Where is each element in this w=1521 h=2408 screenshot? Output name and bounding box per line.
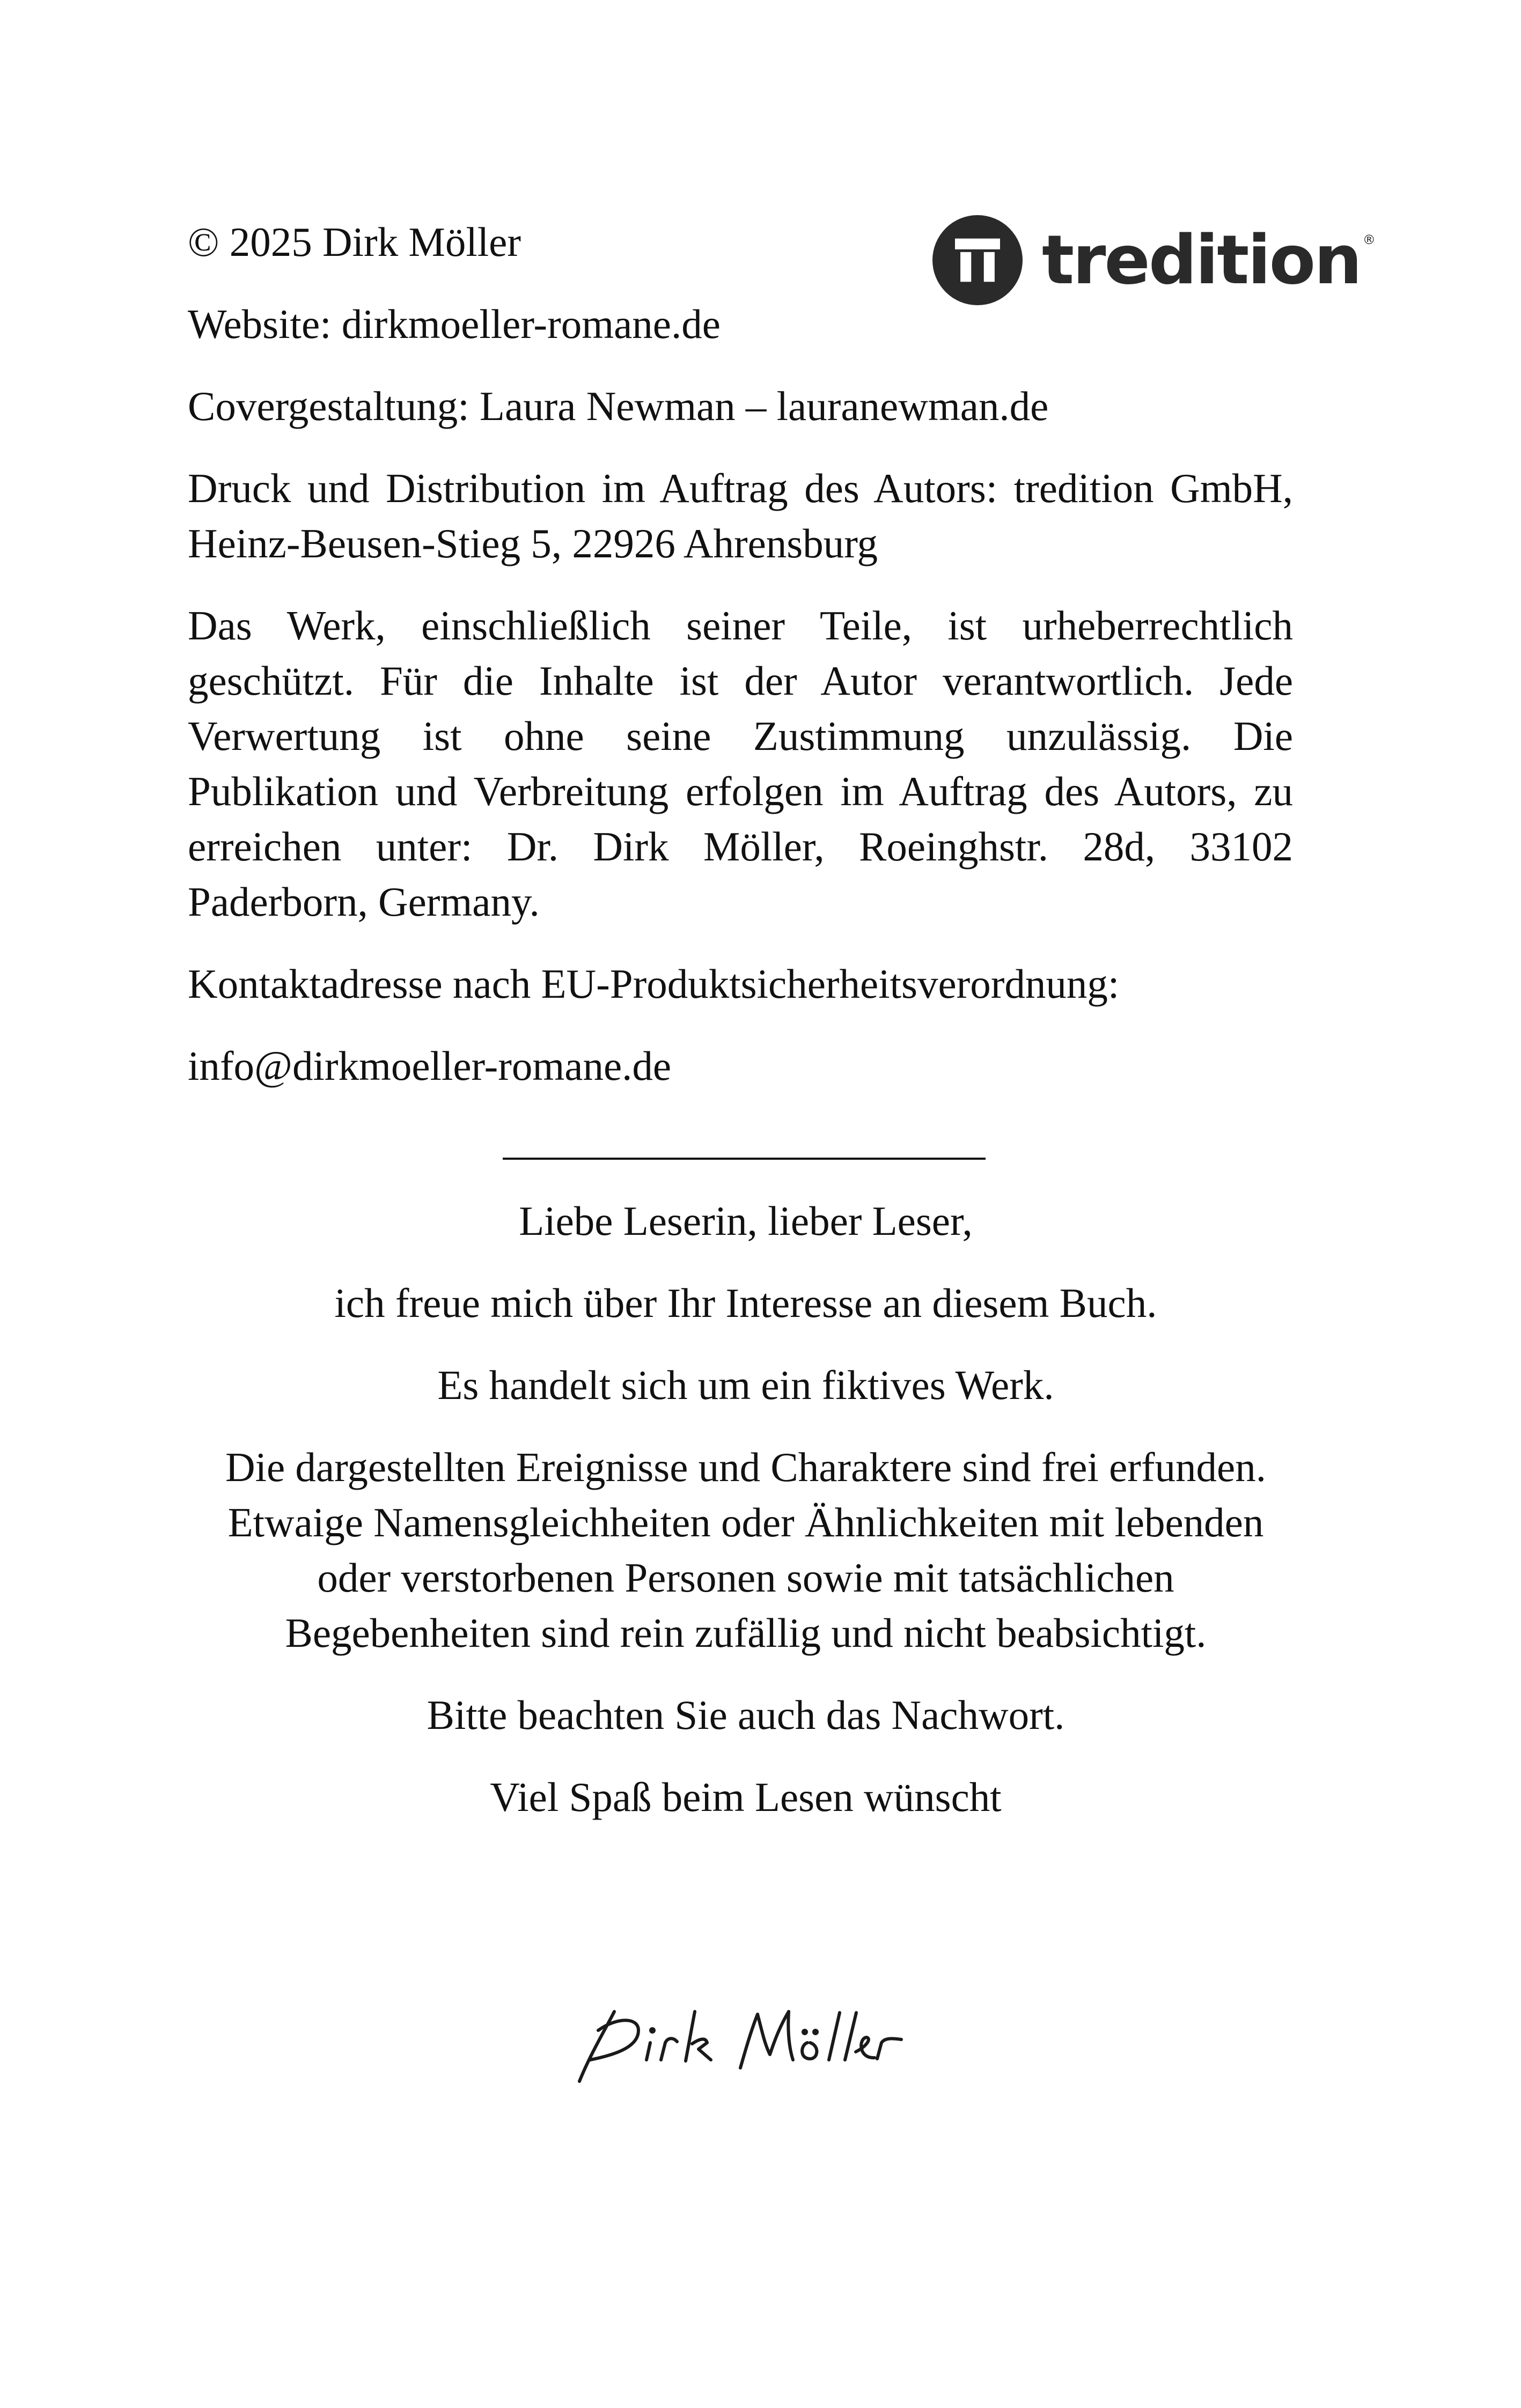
contact-label: Kontaktadresse nach EU-Produktsicherheitsverordnung: <box>188 961 1120 1007</box>
letter-line-interest: ich freue mich über Ihr Interesse an diesem Buch. <box>334 1280 1157 1326</box>
tredition-t-logo-icon <box>932 215 1023 305</box>
letter-closing: Viel Spaß beim Lesen wünscht <box>490 1774 1002 1820</box>
handwritten-signature <box>558 1979 944 2108</box>
registered-mark: ® <box>1362 232 1376 247</box>
print-distribution-paragraph: Druck und Distribution im Auftrag des Autors: tredition GmbH, Heinz-Beusen-Stieg 5, 22926 Ahrensburg <box>188 465 1293 566</box>
fiction-disclaimer: Die dargestellten Ereignisse und Charaktere sind frei erfunden. Etwaige Namensgleichheiten oder Ähnlichkeiten mit lebenden oder verstorbenen Personen sowie mit tatsächlichen Begebenheiten sind rein zufällig und nicht beabsichtigt. <box>225 1444 1266 1656</box>
section-divider <box>503 1158 986 1160</box>
letter-greeting: Liebe Leserin, lieber Leser, <box>519 1198 973 1244</box>
tredition-wordmark: tredition <box>1042 220 1361 299</box>
reader-letter <box>199 1194 1293 1852</box>
website-line: Website: dirkmoeller-romane.de <box>188 301 721 347</box>
copyright-line: © 2025 Dirk Möller <box>188 219 521 265</box>
contact-email: info@dirkmoeller-romane.de <box>188 1043 672 1089</box>
afterword-note: Bitte beachten Sie auch das Nachwort. <box>427 1692 1065 1738</box>
copyright-rights-paragraph: Das Werk, einschließlich seiner Teile, ist urheberrechtlich geschützt. Für die Inhalte ist der Autor verantwortlich. Jede Verwertung ist ohne seine Zustimmung unzulässig. Die Publikation und Verbreitung erfolgen im Auftrag des Autors, zu erreichen unter: Dr. Dirk Möller, Roeinghstr. 28d, 33102 Paderborn, Germany. <box>188 602 1293 925</box>
imprint-block <box>188 215 1293 1121</box>
letter-line-fiction: Es handelt sich um ein fiktives Werk. <box>437 1362 1054 1408</box>
cover-credit-line: Covergestaltung: Laura Newman – lauranewman.de <box>188 383 1049 429</box>
tredition-logo <box>932 212 1376 308</box>
